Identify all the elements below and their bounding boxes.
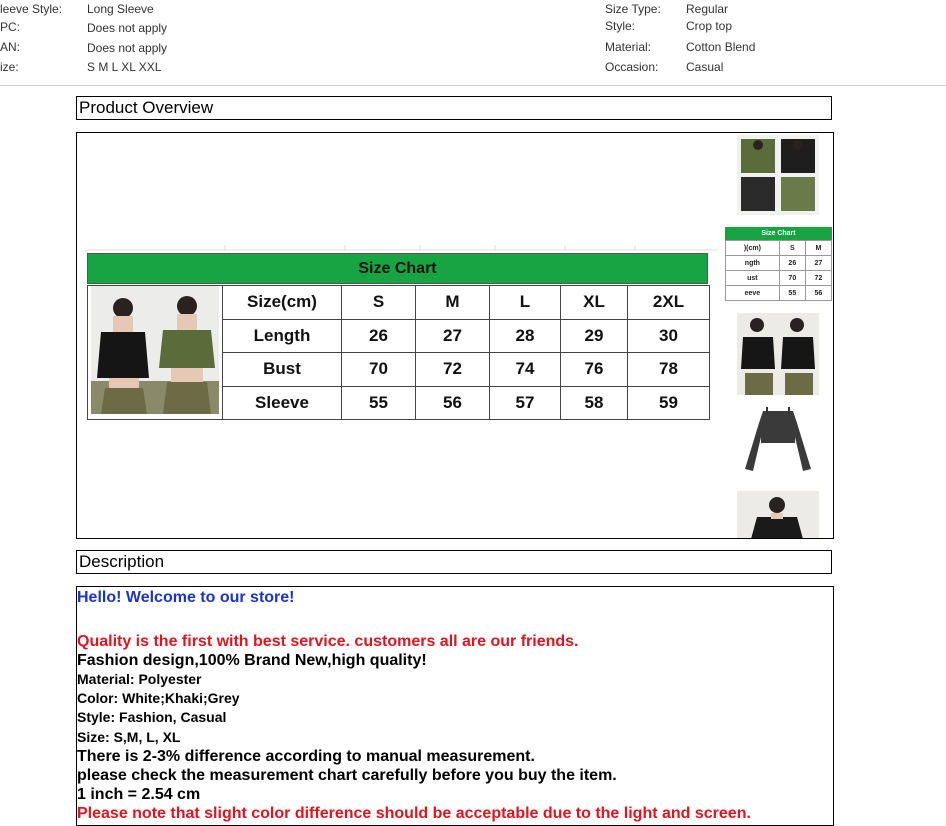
welcome-line: Hello! Welcome to our store! [77,589,295,606]
mini-size-chart-title: Size Chart [725,227,832,240]
table-row [88,286,710,320]
spec-value: Casual [686,60,724,74]
size-chart-title: Size Chart [87,253,708,284]
table-cell: 74 [490,353,561,387]
table-cell: 59 [628,386,710,420]
table-cell: 72 [805,271,831,286]
thumbnail-model-photo [737,491,819,539]
table-cell: 58 [561,386,628,420]
table-cell: 70 [779,271,805,286]
table-cell: 27 [805,256,831,271]
table-row [726,286,832,301]
table-cell: 56 [805,286,831,301]
divider [0,85,946,86]
description-text [77,587,833,823]
spec-value: S M L XL XXL [87,60,162,74]
table-cell: 28 [490,319,561,353]
spec-label: leeve Style: [0,2,63,16]
table-cell: 76 [561,353,628,387]
table-cell: 57 [490,386,561,420]
spec-label: Occasion: [605,60,659,74]
product-overview-box [76,132,834,539]
table-header-cell: )(cm) [726,241,780,256]
model-photo [91,286,219,414]
quality-line: Quality is the first with best service. customers all are our friends. [77,633,579,650]
measurement-line: please check the measurement chart carefully before you buy the item. [77,767,617,784]
thumbnail-models-photo [737,313,819,395]
table-header-cell: S [342,286,416,320]
model-photo-cell [88,286,223,420]
size-line: Size: S,M, L, XL [77,729,181,745]
table-row-label: eeve [726,286,780,301]
spec-label: Size Type: [605,2,661,16]
table-header-cell: M [416,286,490,320]
table-cell: 70 [342,353,416,387]
thumbnail-image[interactable] [737,135,819,215]
table-row [726,256,832,271]
table-row [726,271,832,286]
thumbnail-garment-photo [737,403,819,481]
color-note-line: Please note that slight color difference should be acceptable due to the light and screen. [77,805,751,822]
table-row-label: Length [223,319,342,353]
table-header-cell: XL [561,286,628,320]
table-row-label: ust [726,271,780,286]
spec-label: Style: [605,19,636,33]
spec-label: PC: [0,20,21,34]
table-cell: 26 [779,256,805,271]
mini-size-chart[interactable] [725,227,832,301]
table-row-label: Bust [223,353,342,387]
description-title: Description [76,550,832,574]
table-cell: 55 [342,386,416,420]
material-line: Material: Polyester [77,671,202,687]
spec-label: ize: [0,60,19,74]
style-line: Style: Fashion, Casual [77,709,227,725]
table-cell: 78 [628,353,710,387]
table-header-cell: 2XL [628,286,710,320]
thumbnail-image[interactable] [737,313,819,395]
table-header-cell: S [779,241,805,256]
table-cell: 27 [416,319,490,353]
table-header-cell: M [805,241,831,256]
spec-label: AN: [0,40,21,54]
thumbnail-image[interactable] [737,403,819,481]
spec-value: Cotton Blend [686,40,756,54]
difference-line: There is 2-3% difference according to manual measurement. [77,748,535,765]
table-cell: 56 [416,386,490,420]
spec-value: Regular [686,2,729,16]
color-line: Color: White;Khaki;Grey [77,690,240,706]
table-row [726,241,832,256]
table-cell: 29 [561,319,628,353]
fashion-line: Fashion design,100% Brand New,high quality! [77,652,427,669]
thumbnail-grid-photo [737,135,819,215]
product-overview-title: Product Overview [76,96,832,120]
chart-gridlines [85,243,717,251]
table-row-label: ngth [726,256,780,271]
spec-value: Long Sleeve [87,2,154,16]
spec-value: Does not apply [87,41,168,55]
blank-line [77,608,833,632]
table-row-label: Sleeve [223,386,342,420]
table-header-cell: Size(cm) [223,286,342,320]
inch-line: 1 inch = 2.54 cm [77,786,201,803]
table-cell: 30 [628,319,710,353]
size-chart-table [87,285,710,420]
table-cell: 72 [416,353,490,387]
spec-value: Does not apply [87,21,168,35]
mini-size-chart-table [725,240,832,301]
table-cell: 55 [779,286,805,301]
thumbnail-image[interactable] [737,491,819,539]
spec-label: Material: [605,40,652,54]
table-header-cell: L [490,286,561,320]
table-cell: 26 [342,319,416,353]
spec-value: Crop top [686,19,733,33]
